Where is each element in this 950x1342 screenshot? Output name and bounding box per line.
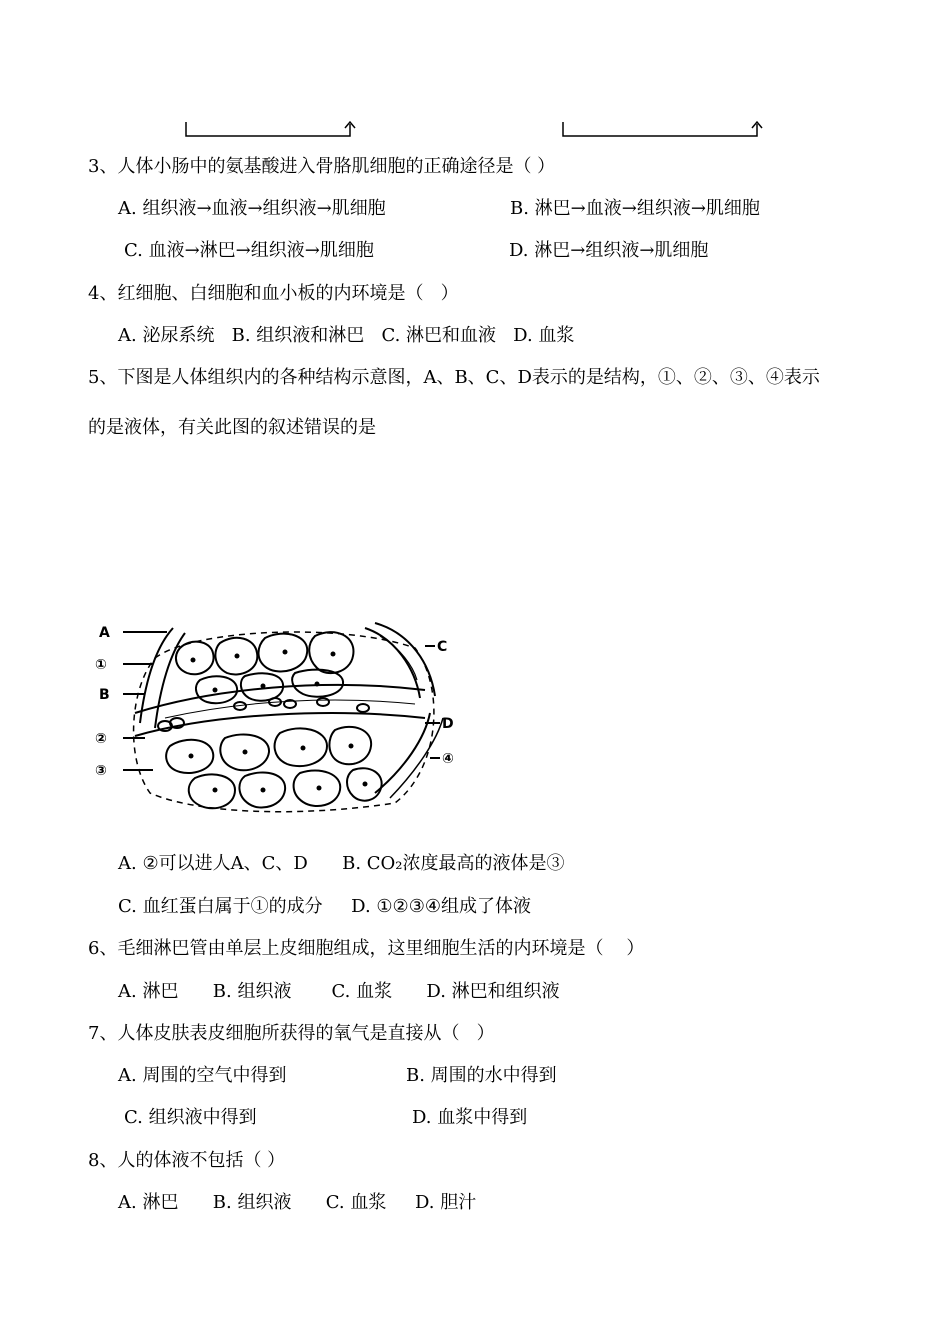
q4-stem: 4、红细胞、白细胞和血小板的内环境是（ ） [88,283,459,304]
q5-options-ab: A. ②可以进人A、C、D B. CO₂浓度最高的液体是③ [118,853,565,874]
tissue-structure-diagram [95,618,465,818]
q3-option-d: D. 淋巴→组织液→肌细胞 [509,240,709,261]
q7-option-b: B. 周围的水中得到 [406,1065,557,1086]
label-A: A [99,625,110,641]
q6-options: A. 淋巴 B. 组织液 C. 血浆 D. 淋巴和组织液 [118,981,560,1002]
q7-option-c: C. 组织液中得到 [124,1107,257,1128]
q6-stem: 6、毛细淋巴管由单层上皮细胞组成，这里细胞生活的内环境是（ ） [88,938,645,959]
label-D: D [442,716,454,732]
label-B: B [99,687,110,703]
q3-option-b: B. 淋巴→血液→组织液→肌细胞 [510,198,760,219]
label-n4: ④ [442,751,454,767]
q8-options: A. 淋巴 B. 组织液 C. 血浆 D. 胆汁 [118,1192,477,1213]
q3-stem: 3、人体小肠中的氨基酸进入骨胳肌细胞的正确途径是（ ） [88,156,556,177]
label-n3: ③ [95,763,107,779]
label-n2: ② [95,731,107,747]
q5-stem-line1: 5、下图是人体组织内的各种结构示意图，A、B、C、D表示的是结构，①、②、③、④表示 [88,367,820,388]
q3-option-a: A. 组织液→血液→组织液→肌细胞 [118,198,386,219]
label-n1: ① [95,657,107,673]
q3-option-c: C. 血液→淋巴→组织液→肌细胞 [124,240,374,261]
q7-stem: 7、人体皮肤表皮细胞所获得的氧气是直接从（ ） [88,1023,495,1044]
label-C: C [437,639,448,655]
flow-bracket-right [557,118,767,140]
flow-bracket-left [180,118,360,140]
q5-stem-line2: 的是液体，有关此图的叙述错误的是 [88,417,376,438]
q4-options: A. 泌尿系统 B. 组织液和淋巴 C. 淋巴和血液 D. 血浆 [118,325,575,346]
q8-stem: 8、人的体液不包括（ ） [88,1150,286,1171]
q7-option-a: A. 周围的空气中得到 [118,1065,287,1086]
q7-option-d: D. 血浆中得到 [412,1107,528,1128]
q5-options-cd: C. 血红蛋白属于①的成分 D. ①②③④组成了体液 [118,896,531,917]
